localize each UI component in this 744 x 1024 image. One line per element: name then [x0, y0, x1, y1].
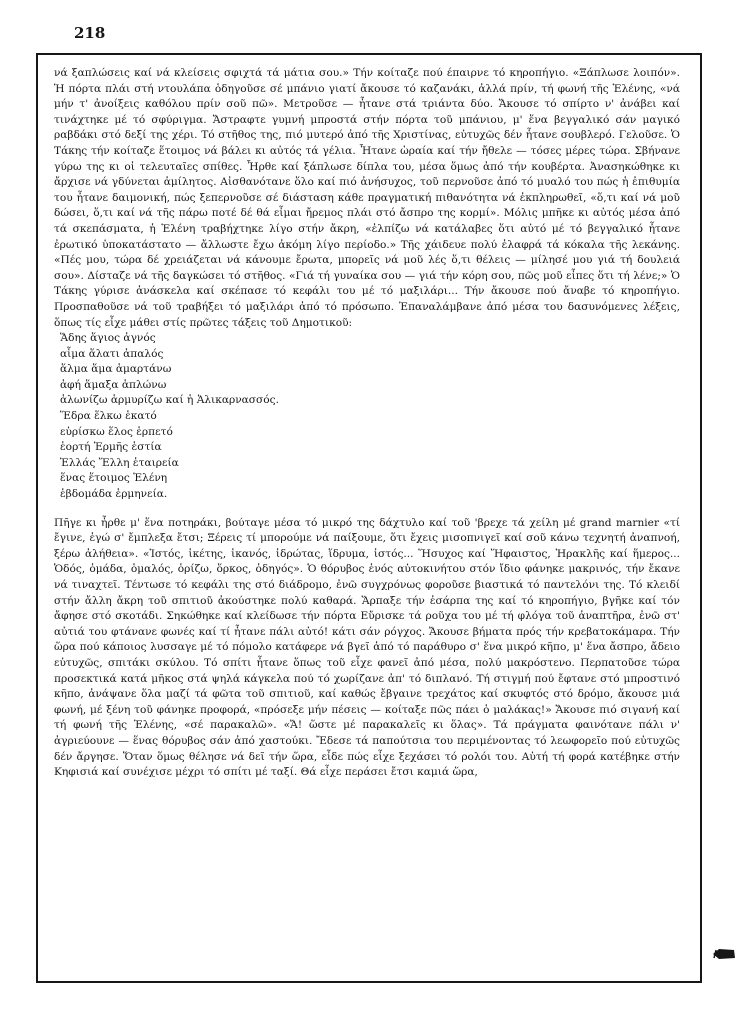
- verse-line: Ἅδης ἅγιος ἁγνός: [60, 332, 156, 345]
- paragraph-gap: [54, 503, 680, 516]
- verse-line: ἅλμα ἅμα ἁμαρτάνω: [60, 363, 172, 376]
- verse-line: αἷμα ἅλατι ἁπαλός: [60, 347, 164, 360]
- continuation-mark-icon: [713, 948, 735, 960]
- verse-line: ἕνας ἕτοιμος Ἑλένη: [60, 472, 168, 485]
- verse-line: ἑορτή Ἑρμῆς ἑστία: [60, 441, 162, 454]
- page-body: [54, 66, 680, 970]
- paragraph-1: νά ξαπλώσεις καί νά κλείσεις σφιχτά τά μάτια σου.» Τήν κοίταζε πού έπαιρνε τό κηροπήγιο. «Ξάπλωσε λοιπόν». Ἡ πόρτα πλάι στή ντουλάπα ὁδηγοῦσε σέ μπάνιο γιατί ἄκουσε τό καζανάκι, ἀλλά πρίν, τή φωνή τῆς Ἑλένης, «νά μήν τ' ἀνοίξεις καθόλου πρίν σοῦ πῶ». Μετροῦσε — ἦτανε στά τριάντα δύο. Ἄκουσε τό σπίρτο ν' ἀνάβει καί τινάχτηκε μέ τό σφύριγμα. Ἄστραφτε γυμνή μπροστά στήν πόρτα τοῦ μπάνιου, μ' ἕνα βεγγαλικό σάν μαγικό ραβδάκι στό δεξί της χέρι. Τό στῆθος της, πιό μυτερό ἀπό τῆς Χριστίνας, εὐτυχῶς δέν ἦτανε σουβλερό. Γελοῦσε. Ὁ Τάκης τήν κοίταζε ἕτοιμος νά βάλει κι αὐτός τά γέλια. Ἦτανε ὡραία καί τήν ἤθελε — τόσες μέρες τώρα. Σβήνανε γύρω της κι οἱ τελευταῖες σπίθες. Ἦρθε καί ξάπλωσε δίπλα του, μέσα ὅμως ἀπό τήν κουβέρτα. Ἀνασηκώθηκε κι ἄρχισε νά γδύνεται ἀμίλητος. Αἰσθανότανε ὅλο καί πιό ἀνήσυχος, τοῦ περνοῦσε ἀπό τό μυαλό του πώς ἡ ἐπιθυμία του ἦτανε δαιμονική, πώς ξεπερνοῦσε σέ διάσταση κάθε πραγματική πιθανότητα νά ἐκπληρωθεῖ, «ὅ,τι καί νά μοῦ δώσει, ὅ,τι καί νά τῆς πάρω ποτέ δέ θά εἶμαι ἤρεμος πλάι στό ἄσπρο της κορμί». Μόλις μπῆκε κι αὐτός μέσα ἀπό τά σκεπάσματα, ἡ Ἑλένη τραβήχτηκε λίγο στήν ἄκρη, «ἐλπίζω νά κατάλαβες ὅτι αὐτό μέ τό βεγγαλικό ἦτανε ἐρωτικό ὑποκατάστατο — ἄλλωστε ἔχω ἀκόμη λίγο περίοδο.» Τῆς χάιδευε πολύ ἐλαφρά τά κόκαλα τῆς λεκάνης. «Πές μου, τώρα δέ χρειάζεται νά κάνουμε ἔρωτα, μπορεῖς νά μοῦ λές ὅ,τι θέλεις — μίλησέ μου γιά τή δουλειά σου». Δίσταζε νά τῆς δαγκώσει τό στῆθος. «Γιά τή γυναίκα σου — γιά τήν κόρη σου, πῶς μοῦ εἶπες ὅτι τή λένε;» Ὁ Τάκης γύρισε ἀνάσκελα καί σκέπασε τό κεφάλι του μέ τό μαξιλάρι... Τήν ἄκουσε πού ἄναβε τό κηροπήγιο. Προσπαθοῦσε νά τοῦ τραβήξει τό μαξιλάρι ἀπό τό πρόσωπο. Ἐπαναλάμβανε ἀπό μέσα του δασυνόμενες λέξεις, ὅπως τίς εἶχε μάθει στίς πρῶτες τάξεις τοῦ Δημοτικοῦ:: [54, 67, 680, 329]
- verse-list: [60, 331, 680, 503]
- paragraph-2: Πῆγε κι ἦρθε μ' ἕνα ποτηράκι, βούταγε μέσα τό μικρό της δάχτυλο καί τοῦ 'βρεχε τά χείλη μέ grand marnier «τί ἔγινε, ἐγώ σ' ἔμπλεξα ἔτσι; Ξέρεις τί μπορούμε νά παίξουμε, ὅτι ἔχεις μισοπνιγεῖ καί σοῦ κάνω τεχνητή ἀναπνοή, ξέρω ἀλήθεια». «Ἱστός, ἱκέτης, ἱκανός, ἱδρώτας, ἵδρυμα, ἱστός... Ἥσυχος καί Ἥφαιστος, Ἡρακλῆς καί ἥμερος... Ὁδός, ὁμάδα, ὁμαλός, ὁρίζω, ὅρκος, ὁδηγός». Ὁ θόρυβος ἑνός αὐτοκινήτου στόν ἴδιο φάνηκε μακρινός, τήν ἔκανε νά τιναχτεῖ. Τέντωσε τό κεφάλι της στό διάδρομο, ἐνῶ συγχρόνως φοροῦσε βιαστικά τό παντελόνι της. Τό κλειδί στήν ἄλλη ἄκρη τοῦ σπιτιοῦ ἀκούστηκε πολύ καθαρά. Ἅρπαξε τήν ἐσάρπα της καί τό κηροπήγιο, βγῆκε καί τόν ἄφησε στό σκοτάδι. Σηκώθηκε καί κλείδωσε τήν πόρτα Εὔρισκε τά ροῦχα του μέ τή φλόγα τοῦ ἀναπτῆρα, ἐνῶ στ' αὐτιά του φτάνανε φωνές καί τί ἦτανε πάλι αὐτό! κάτι σάν ρόγχος. Ἄκουσε βήματα πρός τήν κρεβατοκάμαρα. Τήν ὥρα πού κάποιος λυσσαγε μέ τό πόμολο κατάφερε νά βγεῖ ἀπό τό παράθυρο σ' ἕνα μικρό κῆπο, μ' ἕνα ἄσπρο, ἄδειο εὐτυχῶς, σπιτάκι σκύλου. Τό σπίτι ἦτανε ὅπως τοῦ εἶχε φανεῖ ἀπό μέσα, πολύ μακρόστενο. Περπατοῦσε τώρα προσεκτικά κατά μῆκος στά ψηλά κάγκελα πού τό χωρίζανε ἀπ' τό διπλανό. Τή στιγμή πού ἔφτανε στό μπροστινό κῆπο, ἀνάψανε ὅλα μαζί τά φῶτα τοῦ σπιτιοῦ, καί καθώς ἔβγαινε τρεχάτος καί σκυφτός στό δρόμο, ἄκουσε μιά φωνή, μέ ξένη τοῦ φάνηκε προφορά, «πρόσεξε μήν πέσεις — κοίταξε πῶς πάει ὁ μαλάκας!» Ἄκουσε πιό σιγανή καί τή φωνή τῆς Ἑλένης, «σέ παρακαλῶ». «Ἄ! ὥστε μέ παρακαλεῖς κι ὅλας». Τά πράγματα φαινότανε πάλι ν' ἀγριεύουνε — ἕνας θόρυβος σάν ἀπό χαστούκι. Ἔδεσε τά παπούτσια του περιμένοντας τό λεωφορεῖο πού εὐτυχῶς δέν ἄργησε. Ὅταν ὅμως θέλησε νά δεῖ τήν ὥρα, εἶδε πώς εἶχε ξεχάσει τό ρολόι του. Αὐτή τή φορά κατέβηκε στήν Κηφισιά καί συνέχισε μέχρι τό σπίτι μέ ταξί. Θά εἶχε περάσει ἔτσι καμιά ὥρα,: [54, 516, 680, 779]
- page-number: 218: [74, 24, 106, 42]
- verse-line: Ἑλλάς Ἕλλη ἑταιρεία: [60, 456, 179, 469]
- verse-line: Ἕδρα ἕλκω ἑκατό: [60, 410, 157, 423]
- verse-line: ἁλωνίζω ἁρμυρίζω καί ἡ Ἁλικαρνασσός.: [60, 394, 279, 407]
- verse-line: εὑρίσκω ἕλος ἑρπετό: [60, 425, 173, 438]
- verse-line: ἑβδομάδα ἑρμηνεία.: [60, 488, 168, 501]
- verse-line: ἁφή ἅμαξα ἁπλώνω: [60, 378, 167, 391]
